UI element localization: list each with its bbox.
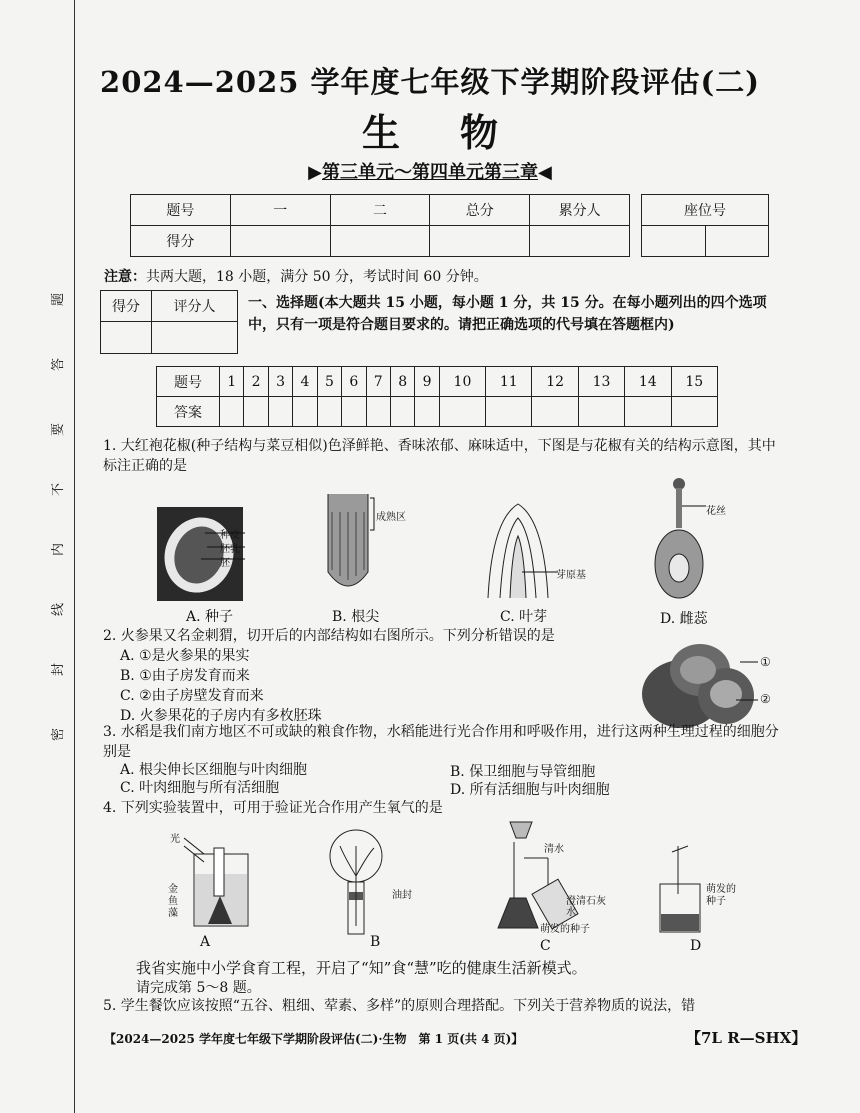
light-label: 光 bbox=[170, 834, 180, 845]
side-text-char: 答 bbox=[51, 357, 67, 372]
side-text-char: 题 bbox=[51, 292, 67, 307]
answer-number: 2 bbox=[244, 367, 268, 397]
answer-number: 8 bbox=[390, 367, 414, 397]
score-row-label: 得分 bbox=[131, 226, 231, 257]
option-3b[interactable]: B. 保卫细胞与导管细胞 bbox=[450, 764, 596, 780]
oil-seal-label: 油封 bbox=[392, 890, 412, 901]
question-3-stem: 3. 水稻是我们南方地区不可或缺的粮食作物，水稻能进行光合作用和呼吸作用，进行这两种生理过程的细胞分别是 bbox=[103, 724, 779, 760]
answer-cell[interactable] bbox=[220, 397, 244, 427]
seed-coat-label: 种皮 bbox=[220, 530, 240, 541]
answer-number: 14 bbox=[625, 367, 671, 397]
question-2-stem: 2. 火参果又名金刺猬，切开后的内部结构如右图所示。下列分析错误的是 bbox=[103, 628, 555, 644]
limewater-label: 澄清石灰水 bbox=[566, 896, 606, 918]
score-header-cell: 累分人 bbox=[530, 195, 630, 226]
option-1a[interactable]: A. 种子 bbox=[186, 609, 234, 625]
question-1-stem: 1. 大红袍花椒(种子结构与菜豆相似)色泽鲜艳、香味浓郁、麻味适中，下图是与花椒有关的结构示意图，其中标注正确的是 bbox=[103, 438, 776, 474]
exam-note bbox=[104, 266, 488, 286]
answer-number: 6 bbox=[342, 367, 366, 397]
answer-row-label: 答案 bbox=[157, 397, 220, 427]
option-2a[interactable]: A. ①是火参果的果实 bbox=[120, 648, 250, 664]
score-header-cell: 总分 bbox=[430, 195, 530, 226]
score-header-cell: 二 bbox=[330, 195, 430, 226]
question-4-stem: 4. 下列实验装置中，可用于验证光合作用产生氧气的是 bbox=[103, 800, 443, 816]
note-text: 共两大题，18 小题，满分 50 分，考试时间 60 分钟。 bbox=[146, 269, 488, 285]
answer-number: 9 bbox=[415, 367, 439, 397]
seat-cell[interactable] bbox=[705, 226, 769, 257]
answer-cell[interactable] bbox=[415, 397, 439, 427]
grader-name-cell[interactable] bbox=[152, 322, 238, 354]
question-5-stem: 5. 学生餐饮应该按照“五谷、粗细、荤素、多样”的原则合理搭配。下列关于营养物质的说法，错 bbox=[103, 998, 696, 1014]
apparatus-a bbox=[180, 834, 252, 930]
apparatus-d bbox=[648, 844, 708, 936]
answer-cell[interactable] bbox=[671, 397, 717, 427]
answer-cell[interactable] bbox=[439, 397, 485, 427]
context-text: 我省实施中小学食育工程，开启了“知”食“慧”吃的健康生活新模式。 bbox=[136, 959, 587, 977]
answer-header-label: 题号 bbox=[157, 367, 220, 397]
page-footer: 【2024—2025 学年度七年级下学期阶段评估(二)·生物 第 1 页(共 4 页)】 bbox=[104, 1032, 524, 1046]
endosperm-label: 胚乳 bbox=[220, 544, 240, 555]
filament-label: 花丝 bbox=[706, 506, 726, 517]
context-instruction: 请完成第 5～8 题。 bbox=[136, 980, 261, 996]
answer-cell[interactable] bbox=[578, 397, 624, 427]
exam-scope: ▶第三单元～第四单元第三章◀ bbox=[308, 162, 552, 183]
marker-2: ② bbox=[760, 692, 771, 706]
embryo-label: 胚 bbox=[220, 558, 230, 569]
subject-title: 生物 bbox=[361, 110, 558, 155]
maturation-zone-label: 成熟区 bbox=[376, 512, 406, 523]
leaf-bud-figure bbox=[478, 500, 558, 600]
answer-cell[interactable] bbox=[366, 397, 390, 427]
section-1-heading: 一、选择题(本大题共 15 小题，每小题 1 分，共 15 分。在每小题列出的四个选项中，只有一项是符合题目要求的。请把正确选项的代号填在答题框内) bbox=[248, 295, 767, 333]
grader-name-label: 评分人 bbox=[152, 291, 238, 322]
grader-score-cell[interactable] bbox=[101, 322, 152, 354]
option-4d[interactable]: D bbox=[690, 938, 702, 954]
option-4c[interactable]: C bbox=[540, 938, 551, 954]
answer-cell[interactable] bbox=[293, 397, 317, 427]
option-2c[interactable]: C. ②由子房壁发育而来 bbox=[120, 688, 264, 704]
horned-melon-figure bbox=[640, 636, 760, 732]
option-1d[interactable]: D. 雌蕊 bbox=[660, 611, 708, 627]
scope-text: 第三单元～第四单元第三章 bbox=[322, 162, 538, 183]
exam-code: 【7L R—SHX】 bbox=[686, 1029, 807, 1047]
answer-number: 15 bbox=[671, 367, 717, 397]
clear-water-label: 清水 bbox=[544, 844, 564, 855]
option-4b[interactable]: B bbox=[370, 934, 381, 950]
answer-number: 5 bbox=[317, 367, 341, 397]
root-tip-figure bbox=[318, 492, 378, 602]
answer-number: 7 bbox=[366, 367, 390, 397]
note-label: 注意： bbox=[104, 269, 146, 285]
side-text-char: 封 bbox=[51, 662, 67, 677]
option-3a[interactable]: A. 根尖伸长区细胞与叶肉细胞 bbox=[120, 762, 308, 778]
score-cell[interactable] bbox=[230, 226, 330, 257]
score-header-cell: 一 bbox=[230, 195, 330, 226]
answer-number: 13 bbox=[578, 367, 624, 397]
answer-cell[interactable] bbox=[342, 397, 366, 427]
grader-table bbox=[100, 290, 238, 354]
bud-primordium-label: 芽原基 bbox=[556, 570, 586, 581]
exam-title: 2024—2025 学年度七年级下学期阶段评估(二) bbox=[100, 65, 760, 99]
answer-number: 4 bbox=[293, 367, 317, 397]
seeds-c-label: 萌发的种子 bbox=[540, 924, 590, 935]
answer-cell[interactable] bbox=[268, 397, 292, 427]
option-4a[interactable]: A bbox=[200, 934, 211, 950]
answer-table bbox=[156, 366, 718, 427]
answer-cell[interactable] bbox=[390, 397, 414, 427]
marker-1: ① bbox=[760, 655, 771, 669]
apparatus-b bbox=[326, 826, 386, 936]
answer-number: 10 bbox=[439, 367, 485, 397]
grader-score-label: 得分 bbox=[101, 291, 152, 322]
answer-number: 1 bbox=[220, 367, 244, 397]
seat-cell[interactable] bbox=[642, 226, 706, 257]
score-cell[interactable] bbox=[330, 226, 430, 257]
side-text-char: 内 bbox=[51, 542, 67, 557]
answer-cell[interactable] bbox=[486, 397, 532, 427]
side-text-char: 密 bbox=[51, 727, 67, 742]
score-header-cell: 题号 bbox=[131, 195, 231, 226]
option-1b[interactable]: B. 根尖 bbox=[332, 609, 380, 625]
answer-number: 12 bbox=[532, 367, 578, 397]
seat-label: 座位号 bbox=[642, 195, 769, 226]
score-cell[interactable] bbox=[430, 226, 530, 257]
option-1c[interactable]: C. 叶芽 bbox=[500, 609, 548, 625]
option-3d[interactable]: D. 所有活细胞与叶肉细胞 bbox=[450, 782, 610, 798]
side-text-char: 线 bbox=[51, 602, 67, 617]
score-table bbox=[130, 194, 630, 257]
seeds-d-label: 萌发的种子 bbox=[706, 884, 736, 907]
answer-number: 11 bbox=[486, 367, 532, 397]
option-2d[interactable]: D. 火参果花的子房内有多枚胚珠 bbox=[120, 708, 322, 724]
answer-cell[interactable] bbox=[625, 397, 671, 427]
pistil-figure bbox=[652, 476, 706, 606]
hornwort-label: 金鱼藻 bbox=[168, 884, 178, 919]
option-2b[interactable]: B. ①由子房发育而来 bbox=[120, 668, 250, 684]
answer-number: 3 bbox=[268, 367, 292, 397]
side-text-char: 不 bbox=[51, 482, 67, 497]
seat-table bbox=[641, 194, 769, 257]
side-text-char: 要 bbox=[51, 422, 67, 437]
option-3c[interactable]: C. 叶肉细胞与所有活细胞 bbox=[120, 780, 280, 796]
answer-cell[interactable] bbox=[244, 397, 268, 427]
answer-cell[interactable] bbox=[532, 397, 578, 427]
answer-cell[interactable] bbox=[317, 397, 341, 427]
score-cell[interactable] bbox=[530, 226, 630, 257]
